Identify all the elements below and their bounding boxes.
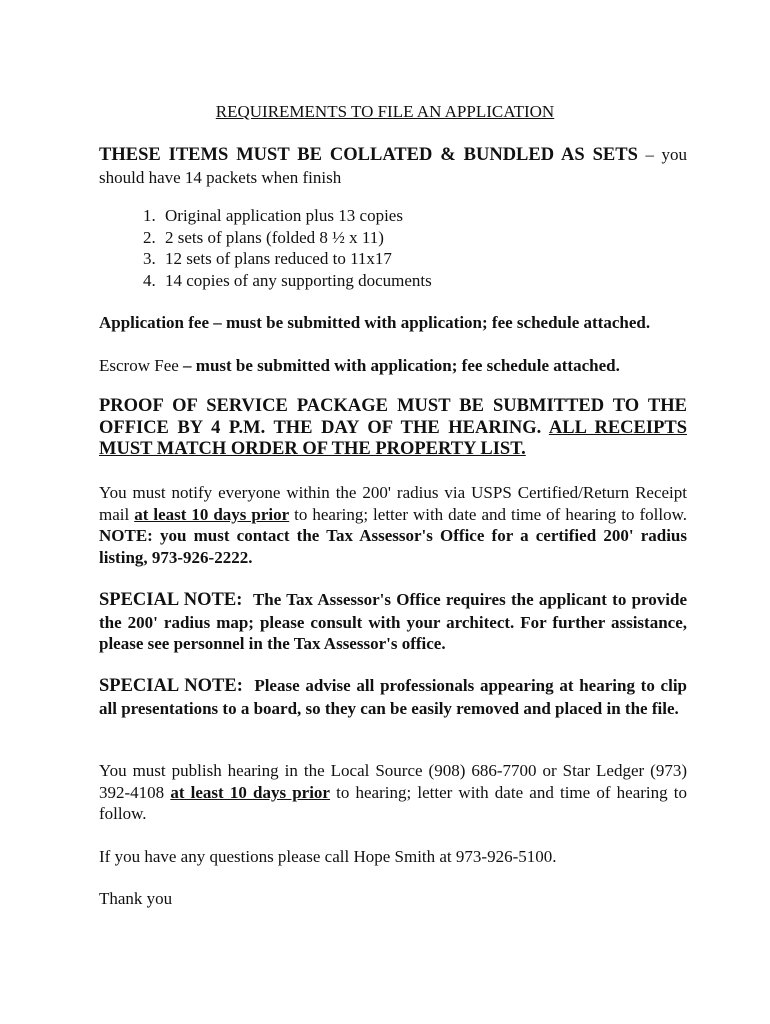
- list-item: [143, 227, 432, 249]
- questions-paragraph: If you have any questions please call Hope Smith at 973-926-5100.: [99, 847, 557, 866]
- list-item-number: 2.: [143, 227, 156, 247]
- collate-paragraph: [99, 144, 687, 188]
- special-note-1-label: SPECIAL NOTE:: [99, 590, 243, 610]
- publish-paragraph: [99, 760, 687, 825]
- list-item-number: 1.: [143, 206, 156, 225]
- publish-text-1: You must publish hearing in the Local Source (908) 686-7700 or Star Ledger (973) 392-4108: [99, 761, 687, 802]
- notify-text-1: You must notify everyone within the 200' radius via USPS Certified/Return Receipt mail: [99, 483, 687, 524]
- list-item-text: Original application plus 13 copies: [165, 206, 403, 225]
- list-item-number: 4.: [143, 270, 156, 290]
- proof-main-text: PROOF OF SERVICE PACKAGE MUST BE SUBMITTED TO THE OFFICE BY 4 P.M. THE DAY OF THE HEARING.: [99, 396, 687, 438]
- page-title: REQUIREMENTS TO FILE AN APPLICATION: [215, 102, 555, 121]
- list-item-number: 3.: [143, 249, 156, 268]
- collate-rest-text: – you should have 14 packets when finish: [99, 145, 688, 187]
- special-note-2-label: SPECIAL NOTE:: [99, 676, 243, 696]
- publish-text-2: to hearing; letter with date and time of hearing to follow.: [99, 782, 688, 823]
- special-note-1-text: The Tax Assessor's Office requires the applicant to provide the 200' radius map; please consult with your architect. For further assistance, please see personnel in the Tax Assessor's office.: [99, 590, 687, 653]
- thank-you-text: Thank you: [99, 889, 173, 908]
- list-item: [143, 270, 432, 292]
- list-item-text: 2 sets of plans (folded 8 ½ x 11): [165, 227, 384, 247]
- escrow-fee-lead: Escrow Fee: [99, 356, 179, 375]
- notify-paragraph: [99, 482, 687, 568]
- notify-text-2: to hearing; letter with date and time of hearing to follow.: [289, 504, 688, 524]
- list-item-text: 12 sets of plans reduced to 11x17: [165, 249, 392, 268]
- special-note-1-paragraph: [99, 589, 687, 655]
- collate-bold-text: THESE ITEMS MUST BE COLLATED & BUNDLED AS SETS: [99, 145, 638, 165]
- special-note-2-text: Please advise all professionals appearing at hearing to clip all presentations to a board, so they can be easily removed and placed in the file.: [99, 676, 688, 718]
- proof-of-service-paragraph: [99, 396, 687, 461]
- application-fee-paragraph: Application fee – must be submitted with application; fee schedule attached.: [99, 313, 651, 332]
- list-item: [143, 248, 432, 270]
- publish-deadline-text: at least 10 days prior: [170, 782, 330, 802]
- proof-underlined-text: ALL RECEIPTS MUST MATCH ORDER OF THE PROPERTY LIST.: [99, 417, 688, 459]
- special-note-2-paragraph: [99, 675, 687, 719]
- notify-note-text: NOTE: you must contact the Tax Assessor's Office for a certified 200' radius listing, 973-926-2222.: [99, 526, 687, 567]
- list-item: [143, 205, 432, 227]
- escrow-fee-paragraph: [99, 355, 687, 377]
- list-item-text: 14 copies of any supporting documents: [165, 270, 432, 290]
- requirements-list: [143, 205, 432, 291]
- escrow-fee-rest: – must be submitted with application; fee schedule attached.: [178, 356, 620, 375]
- notify-deadline-text: at least 10 days prior: [134, 504, 290, 524]
